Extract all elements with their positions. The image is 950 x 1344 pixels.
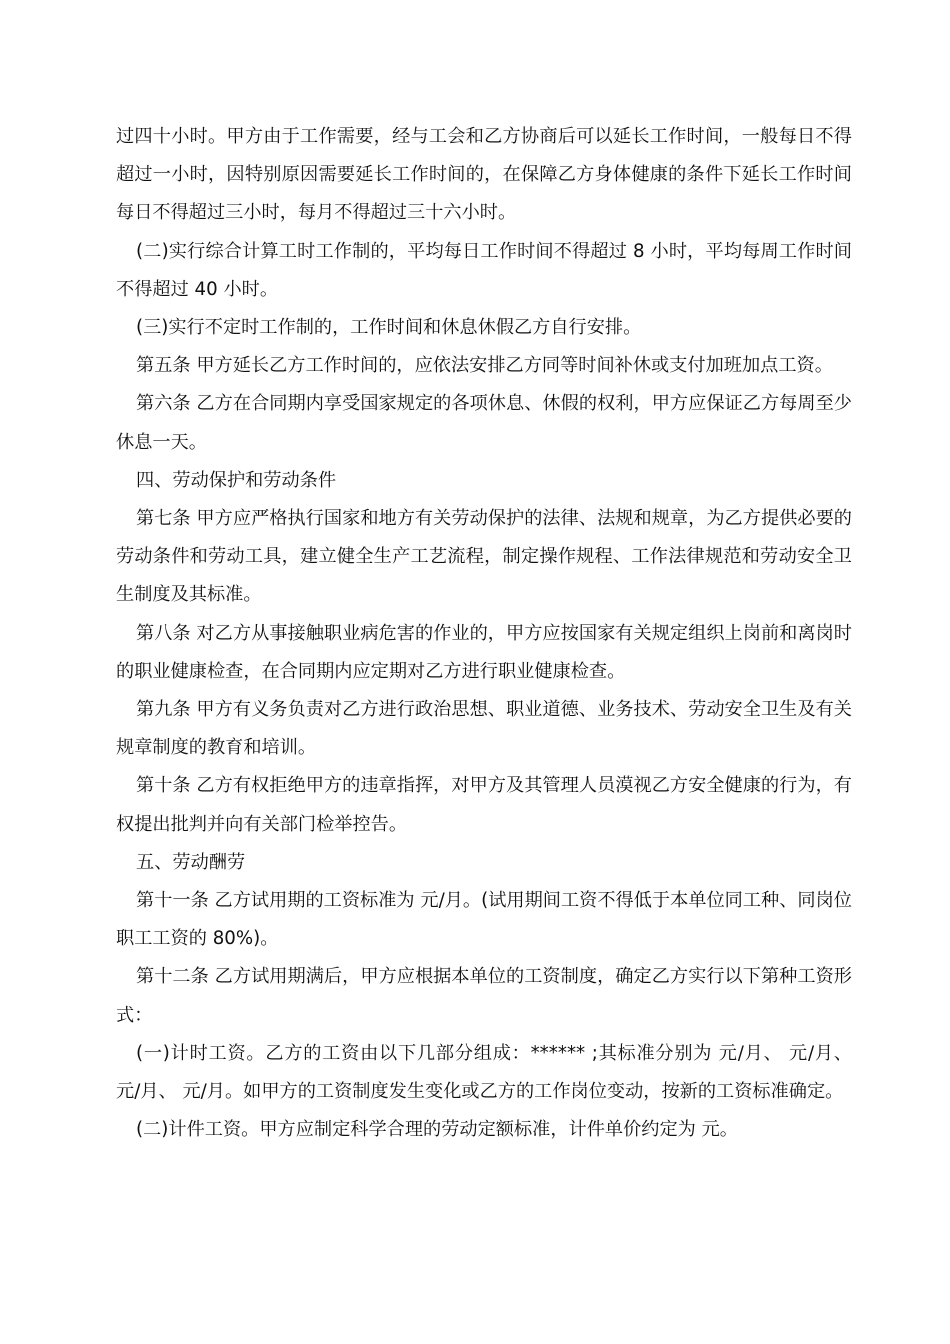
article-10: 第十条 乙方有权拒绝甲方的违章指挥，对甲方及其管理人员漠视乙方安全健康的行为，有权提出批判并向有关部门检举控告。 — [116, 775, 852, 835]
article-5: 第五条 甲方延长乙方工作时间的，应依法安排乙方同等时间补休或支付加班加点工资。 — [136, 355, 833, 377]
article-11: 第十一条 乙方试用期的工资标准为 元/月。(试用期间工资不得低于本单位同工种、同岗位职工工资的 80%)。 — [116, 890, 852, 950]
article-7: 第七条 甲方应严格执行国家和地方有关劳动保护的法律、法规和规章，为乙方提供必要的劳动条件和劳动工具，建立健全生产工艺流程，制定操作规程、工作法律规范和劳动安全卫生制度及其标准。 — [116, 508, 852, 606]
article-8: 第八条 对乙方从事接触职业病危害的作业的，甲方应按国家有关规定组织上岗前和离岗时的职业健康检查，在合同期内应定期对乙方进行职业健康检查。 — [116, 622, 852, 682]
section-heading-5: 五、劳动酬劳 — [136, 851, 246, 873]
article-9: 第九条 甲方有义务负责对乙方进行政治思想、职业道德、业务技术、劳动安全卫生及有关规章制度的教育和培训。 — [116, 699, 852, 759]
paragraph-comprehensive-hours: (二)实行综合计算工时工作制的，平均每日工作时间不得超过 8 小时，平均每周工作时间不得超过 40 小时。 — [116, 240, 852, 300]
document-page — [116, 118, 852, 1149]
section-heading-4: 四、劳动保护和劳动条件 — [136, 469, 337, 491]
article-12: 第十二条 乙方试用期满后，甲方应根据本单位的工资制度，确定乙方实行以下第种工资形式： — [116, 966, 852, 1026]
paragraph-piece-wage: (二)计件工资。甲方应制定科学合理的劳动定额标准，计件单价约定为 元。 — [136, 1119, 738, 1141]
paragraph-continuation: 过四十小时。甲方由于工作需要，经与工会和乙方协商后可以延长工作时间，一般每日不得超过一小时，因特别原因需要延长工作时间的，在保障乙方身体健康的条件下延长工作时间每日不得超过三小时，每月不得超过三十六小时。 — [116, 126, 852, 224]
paragraph-time-wage: (一)计时工资。乙方的工资由以下几部分组成：****** ;其标准分别为 元/月、 元/月、 元/月、 元/月。如甲方的工资制度发生变化或乙方的工作岗位变动，按新的工资标准确定。 — [116, 1042, 852, 1103]
paragraph-flexible-hours: (三)实行不定时工作制的，工作时间和休息休假乙方自行安排。 — [136, 317, 642, 339]
article-6: 第六条 乙方在合同期内享受国家规定的各项休息、休假的权利，甲方应保证乙方每周至少休息一天。 — [116, 393, 852, 453]
